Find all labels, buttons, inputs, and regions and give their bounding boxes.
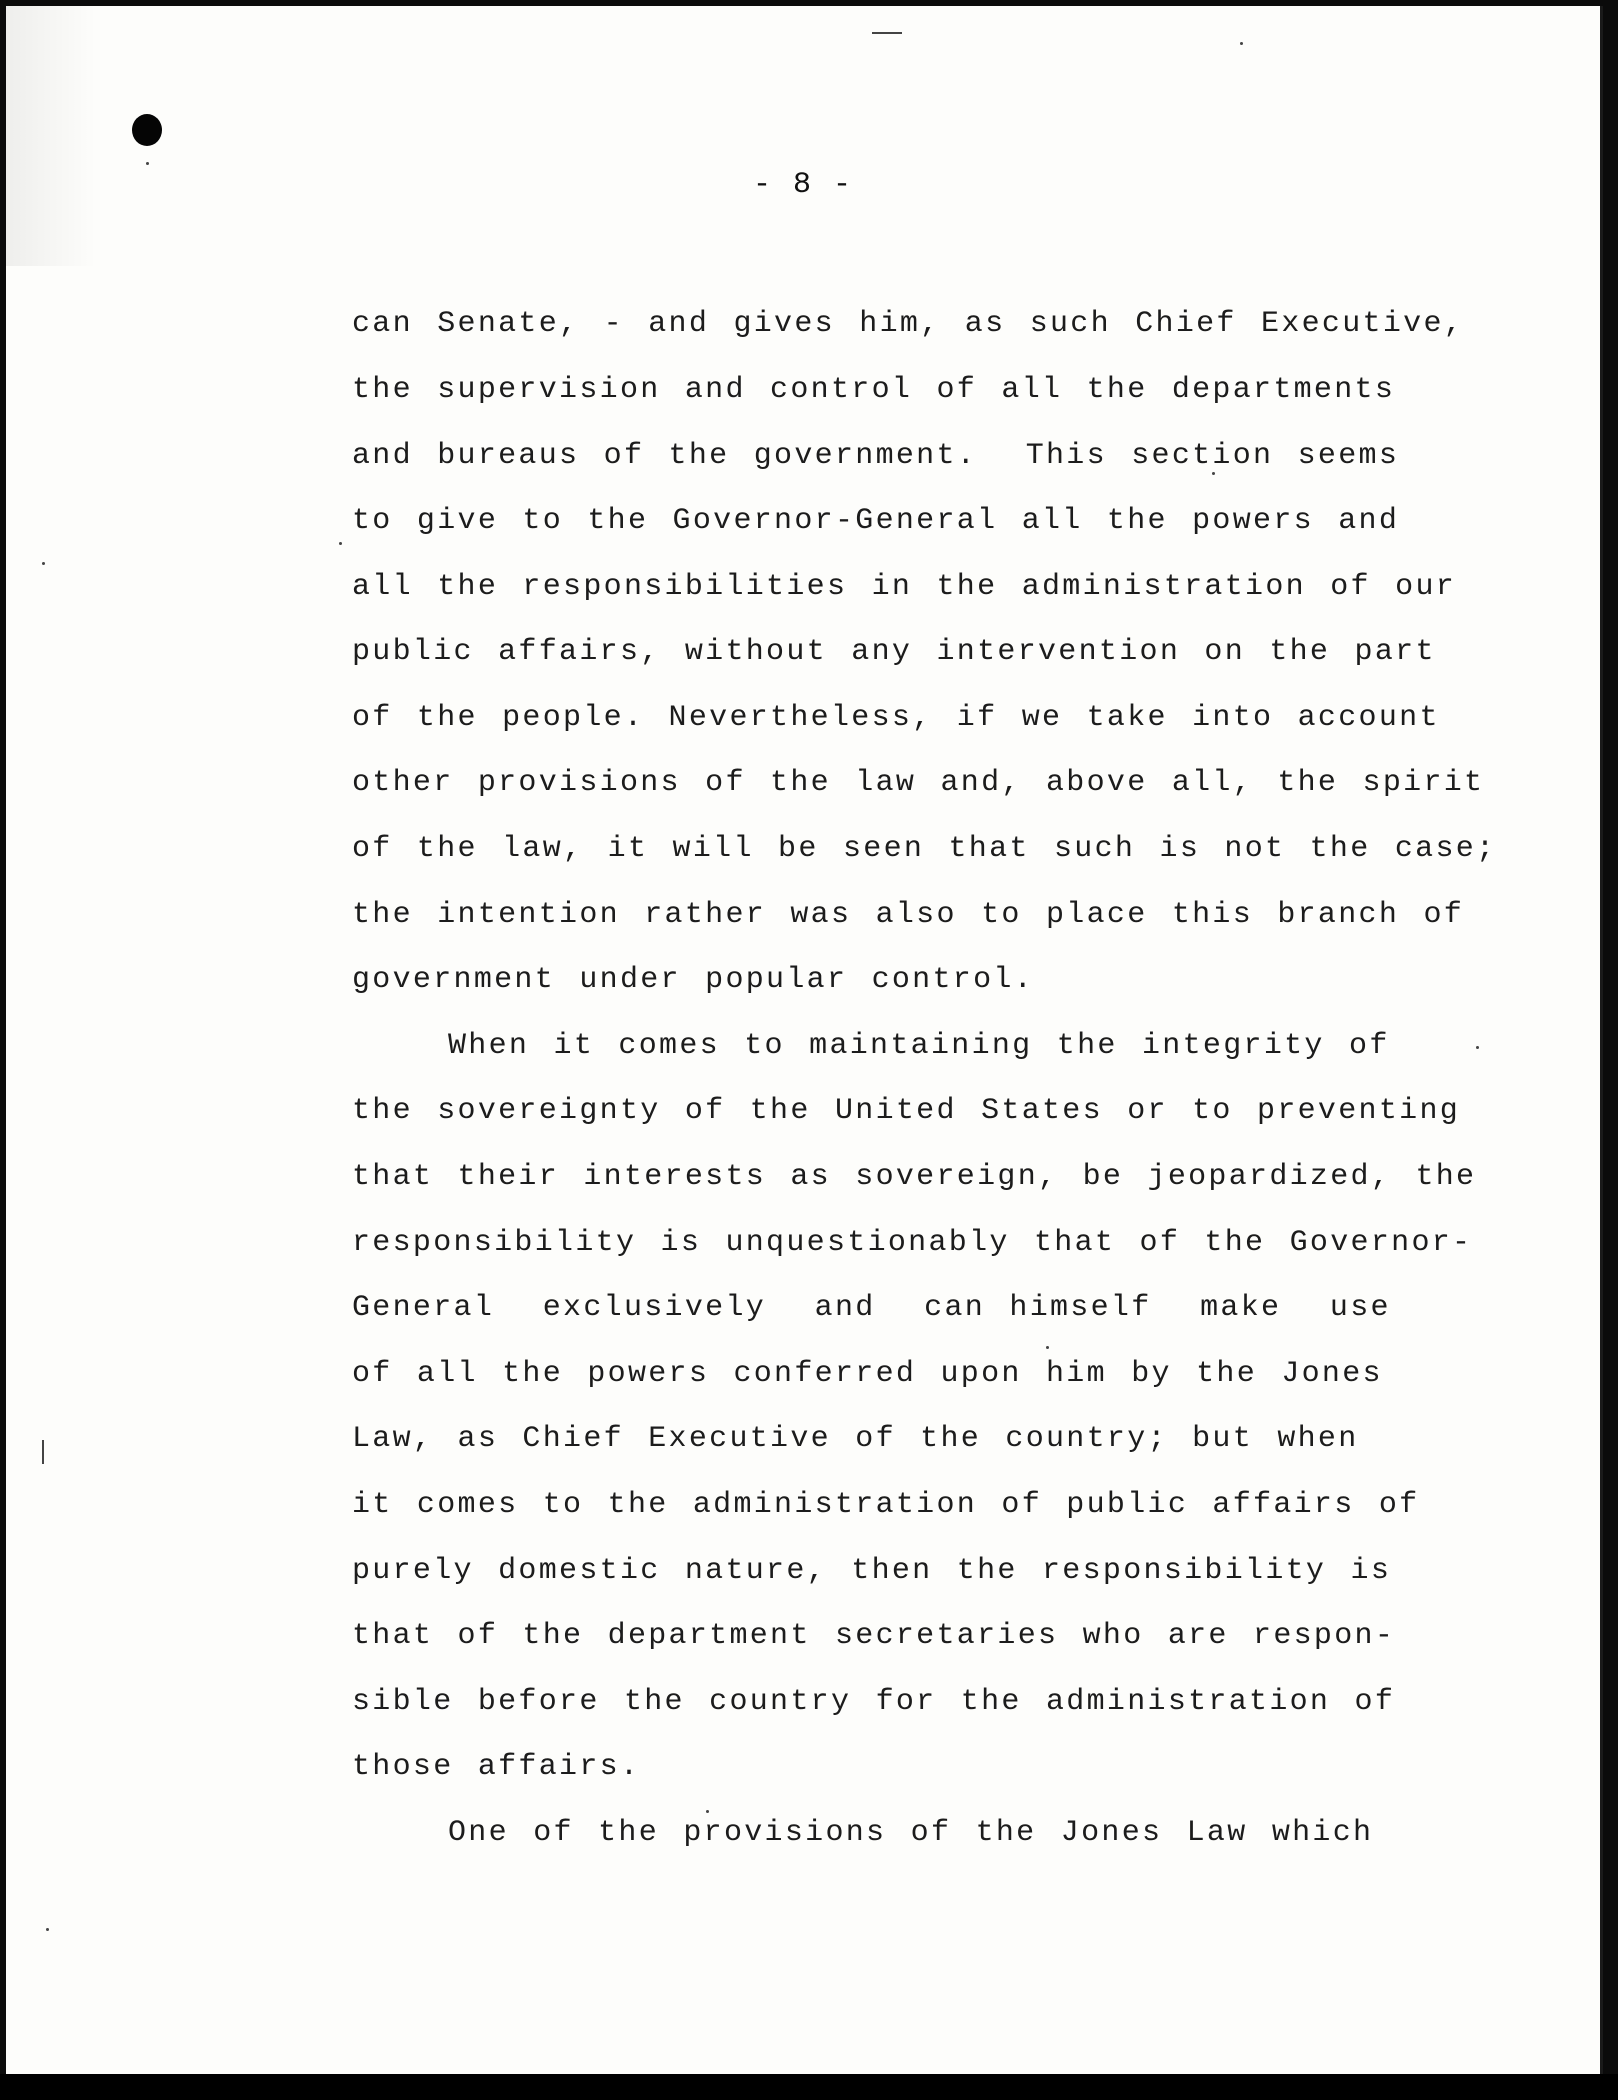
- body-line: it comes to the administration of public affairs of: [352, 1488, 1420, 1522]
- body-line: to give to the Governor-General all the powers and: [352, 504, 1400, 538]
- body-line: of the law, it will be seen that such is not the case;: [352, 832, 1497, 866]
- paper-speck: [1240, 42, 1243, 45]
- body-line: General exclusively and can himself make use: [352, 1291, 1391, 1325]
- body-line: of the people. Nevertheless, if we take into account: [352, 701, 1440, 735]
- body-line: the intention rather was also to place this branch of: [352, 898, 1465, 932]
- paper-speck: [46, 1928, 49, 1931]
- body-line: that of the department secretaries who are respon-: [352, 1619, 1396, 1653]
- paper-speck: [872, 32, 902, 34]
- paper-speck: [1476, 1046, 1479, 1049]
- body-line: and bureaus of the government. This section seems: [352, 439, 1400, 473]
- body-line: government under popular control.: [352, 963, 1034, 997]
- paper-speck: [42, 562, 45, 565]
- body-line: sible before the country for the administration of: [352, 1685, 1396, 1719]
- body-line: public affairs, without any intervention on the part: [352, 635, 1436, 669]
- paragraph-first-line: One of the provisions of the Jones Law which: [448, 1816, 1374, 1850]
- paper-speck: [146, 162, 149, 165]
- body-line: other provisions of the law and, above all, the spirit: [352, 766, 1485, 800]
- body-line: can Senate, - and gives him, as such Chief Executive,: [352, 307, 1465, 341]
- body-line: of all the powers conferred upon him by the Jones: [352, 1357, 1383, 1391]
- paper-speck: [339, 542, 342, 545]
- document-page: [6, 6, 1603, 2074]
- paper-speck: [42, 1440, 44, 1464]
- scan-bottom-edge: [0, 2074, 1618, 2100]
- punch-hole: [132, 114, 162, 146]
- body-line: that their interests as sovereign, be jeopardized, the: [352, 1160, 1477, 1194]
- body-line: purely domestic nature, then the responsibility is: [352, 1554, 1392, 1588]
- page-number: - 8 -: [752, 168, 853, 202]
- body-line: the supervision and control of all the departments: [352, 373, 1396, 407]
- paper-speck: [706, 1810, 709, 1813]
- paper-speck: [1046, 1346, 1049, 1349]
- body-line: the sovereignty of the United States or to preventing: [352, 1094, 1461, 1128]
- body-line: those affairs.: [352, 1750, 641, 1784]
- body-line: all the responsibilities in the administration of our: [352, 570, 1457, 604]
- paragraph-first-line: When it comes to maintaining the integrity of: [448, 1029, 1390, 1063]
- body-line: Law, as Chief Executive of the country; but when: [352, 1422, 1359, 1456]
- body-line: responsibility is unquestionably that of the Governor-: [352, 1226, 1473, 1260]
